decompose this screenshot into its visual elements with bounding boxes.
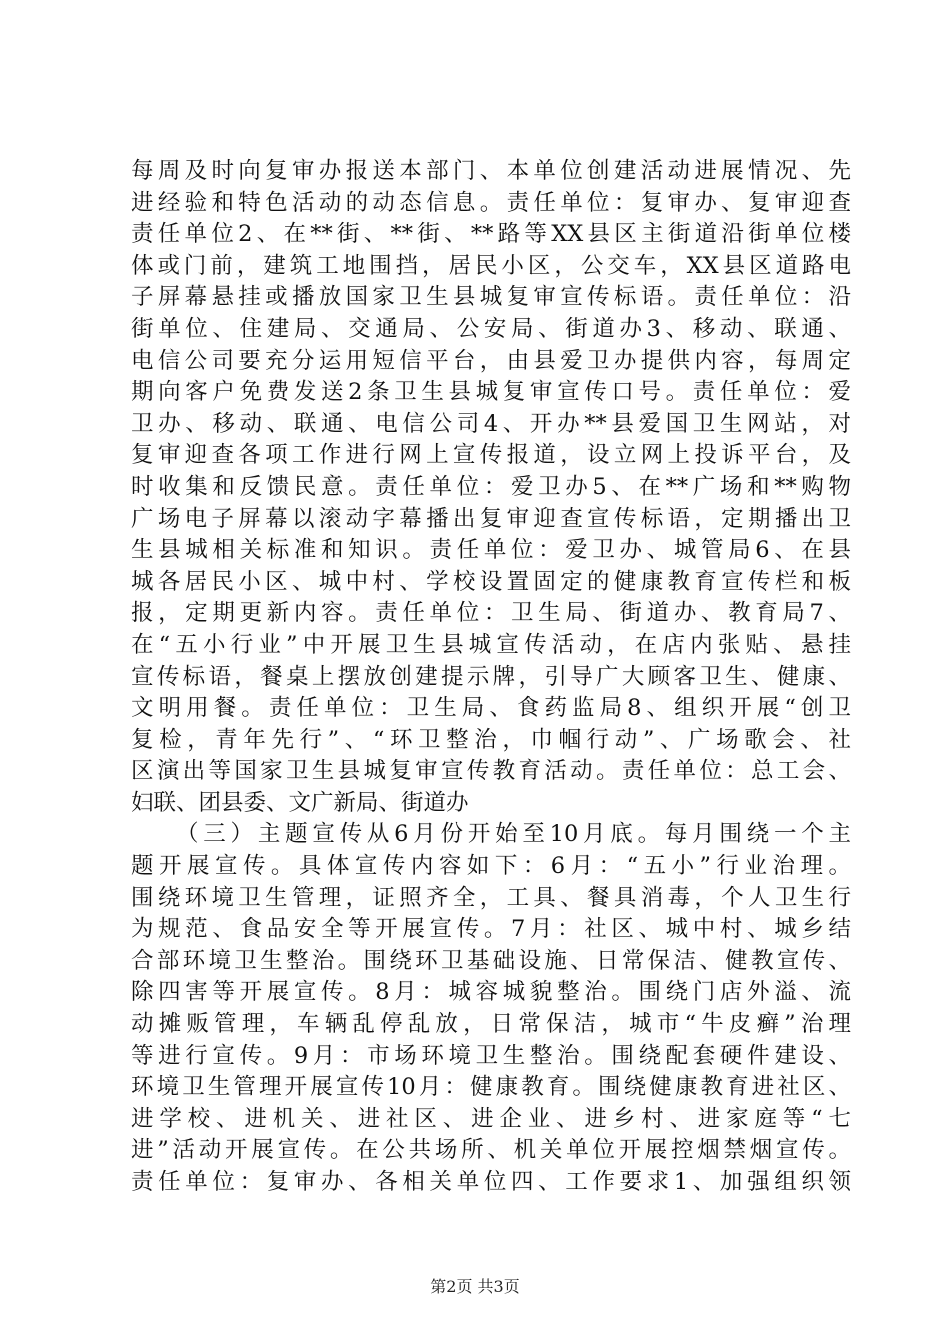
text-line: 宣传标语，餐桌上摆放创建提示牌，引导广大顾客卫生、健康、 (131, 663, 851, 690)
text-line: 子屏幕悬挂或播放国家卫生县城复审宣传标语。责任单位：沿 (131, 284, 851, 311)
text-line: 责任单位：复审办、各相关单位四、工作要求1、加强组织领 (131, 1169, 851, 1195)
text-line: 在“五小行业”中开展卫生县城宣传活动，在店内张贴、悬挂 (131, 631, 851, 658)
text-line: 合部环境卫生整治。围绕环卫基础设施、日常保洁、健教宣传、 (131, 947, 851, 974)
text-line: 进”活动开展宣传。在公共场所、机关单位开展控烟禁烟宣传。 (131, 1137, 851, 1164)
text-line: 卫办、移动、联通、电信公司4、开办**县爱国卫生网站，对 (131, 410, 851, 437)
text-line: 环境卫生管理开展宣传10月：健康教育。围绕健康教育进社区、 (131, 1074, 851, 1101)
text-line: （三）主题宣传从6月份开始至10月底。每月围绕一个主 (176, 821, 851, 848)
text-line: 责任单位2、在**街、**街、**路等XX县区主街道沿街单位楼 (131, 221, 851, 248)
text-line: 每周及时向复审办报送本部门、本单位创建活动进展情况、先 (131, 158, 851, 184)
text-line: 广场电子屏幕以滚动字幕播出复审迎查宣传标语，定期播出卫 (131, 505, 851, 532)
text-line: 为规范、食品安全等开展宣传。7月：社区、城中村、城乡结 (131, 916, 851, 943)
text-line: 妇联、团县委、文广新局、街道办 (131, 789, 469, 816)
text-line: 时收集和反馈民意。责任单位：爱卫办5、在**广场和**购物 (131, 473, 851, 500)
text-line: 进经验和特色活动的动态信息。责任单位：复审办、复审迎查 (131, 189, 851, 216)
page-footer: 第2页 共3页 (430, 1277, 520, 1296)
text-line: 动摊贩管理，车辆乱停乱放，日常保洁，城市“牛皮癣”治理 (131, 1011, 851, 1038)
text-line: 期向客户免费发送2条卫生县城复审宣传口号。责任单位：爱 (131, 379, 851, 406)
text-line: 生县城相关标准和知识。责任单位：爱卫办、城管局6、在县 (131, 537, 851, 564)
text-line: 题开展宣传。具体宣传内容如下：6月：“五小”行业治理。 (131, 853, 851, 880)
text-line: 围绕环境卫生管理，证照齐全，工具、餐具消毒，个人卫生行 (131, 884, 851, 911)
text-line: 电信公司要充分运用短信平台，由县爱卫办提供内容，每周定 (131, 347, 851, 374)
text-line: 体或门前，建筑工地围挡，居民小区，公交车，XX县区道路电 (131, 252, 851, 279)
text-line: 进学校、进机关、进社区、进企业、进乡村、进家庭等“七 (131, 1105, 851, 1132)
text-line: 城各居民小区、城中村、学校设置固定的健康教育宣传栏和板 (131, 568, 851, 595)
text-line: 复检，青年先行”、“环卫整治，巾帼行动”、广场歌会、社 (131, 726, 851, 753)
text-line: 区演出等国家卫生县城复审宣传教育活动。责任单位：总工会、 (131, 758, 851, 785)
text-line: 等进行宣传。9月：市场环境卫生整治。围绕配套硬件建设、 (131, 1042, 851, 1069)
text-line: 报，定期更新内容。责任单位：卫生局、街道办、教育局7、 (131, 600, 851, 627)
body-text (131, 156, 851, 1199)
text-line: 除四害等开展宣传。8月：城容城貌整治。围绕门店外溢、流 (131, 979, 851, 1006)
text-line: 文明用餐。责任单位：卫生局、食药监局8、组织开展“创卫 (131, 695, 851, 722)
text-line: 复审迎查各项工作进行网上宣传报道，设立网上投诉平台，及 (131, 442, 851, 469)
text-line: 街单位、住建局、交通局、公安局、街道办3、移动、联通、 (131, 315, 851, 342)
